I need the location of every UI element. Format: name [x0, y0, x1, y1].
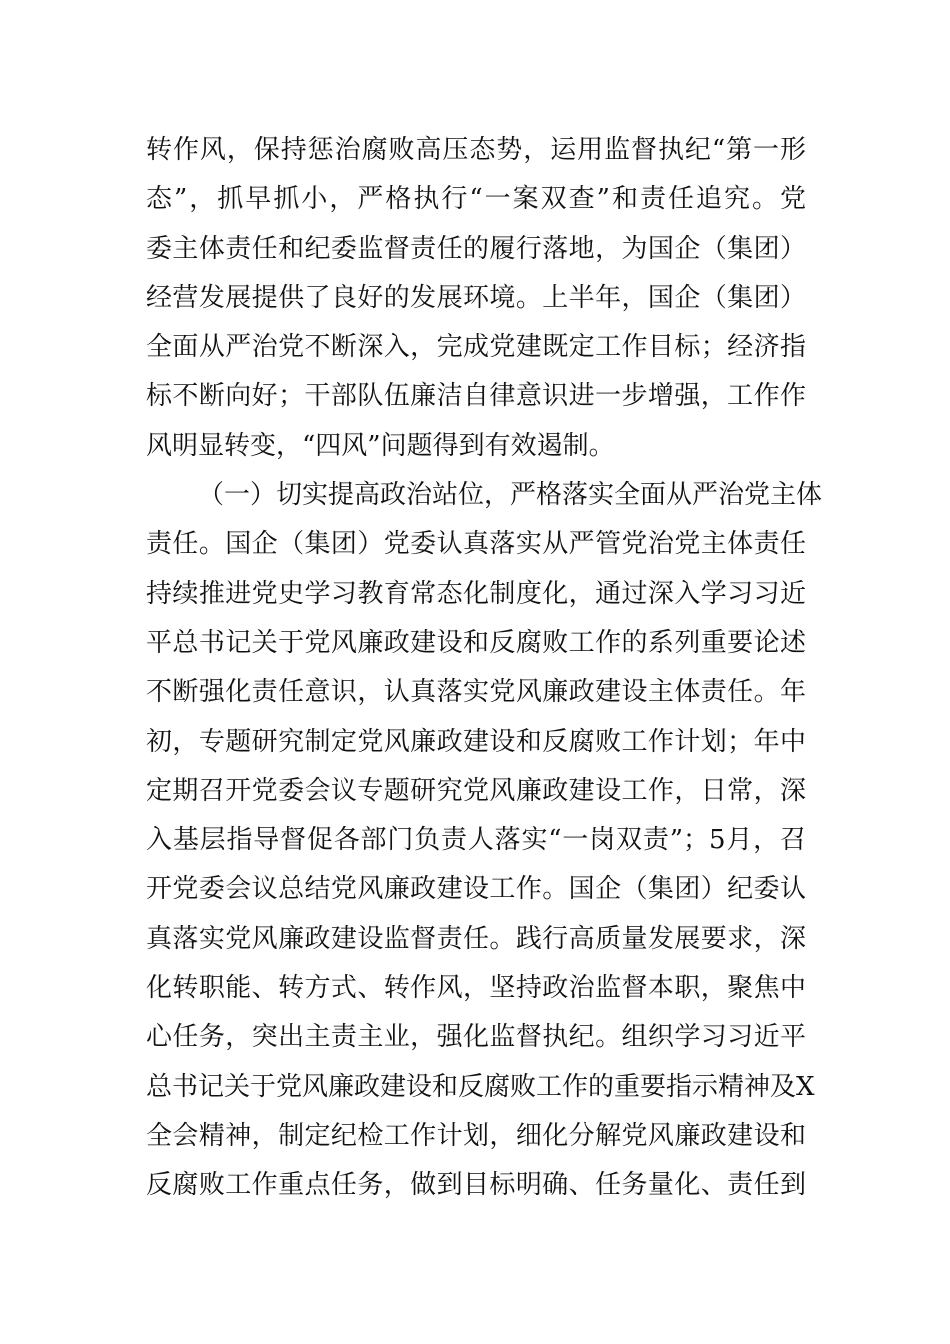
text-line: 委主体责任和纪委监督责任的履行落地，为国企（集团）: [146, 233, 806, 264]
text-line: 转作风，保持惩治腐败高压态势，运用监督执纪“第一形: [146, 135, 806, 165]
text-line: （一）切实提高政治站位，严格落实全面从严治党主体: [198, 480, 823, 511]
text-line: 态”，抓早抓小，严格执行“一案双查”和责任追究。党: [146, 184, 806, 215]
text-line: 初，专题研究制定党风廉政建设和反腐败工作计划；年中: [146, 726, 806, 757]
text-line: 心任务，突出主责主业，强化监督执纪。组织学习习近平: [146, 1022, 806, 1053]
body-text: [146, 126, 823, 1211]
text-line: 总书记关于党风廉政建设和反腐败工作的重要指示精神及X: [146, 1071, 815, 1102]
text-line: 责任。国企（集团）党委认真落实从严管党治党主体责任: [146, 529, 806, 560]
text-line: 经营发展提供了良好的发展环境。上半年，国企（集团）: [146, 282, 806, 313]
text-line: 平总书记关于党风廉政建设和反腐败工作的系列重要论述: [146, 627, 806, 658]
text-line: 化转职能、转方式、转作风，坚持政治监督本职，聚焦中: [146, 973, 806, 1004]
text-line: 全面从严治党不断深入，完成党建既定工作目标；经济指: [146, 332, 806, 363]
text-line: 定期召开党委会议专题研究党风廉政建设工作，日常，深: [146, 775, 806, 806]
text-line: 不断强化责任意识，认真落实党风廉政建设主体责任。年: [146, 677, 806, 708]
text-line: 风明显转变，“四风”问题得到有效遏制。: [146, 430, 615, 461]
text-line: 开党委会议总结党风廉政建设工作。国企（集团）纪委认: [146, 874, 806, 905]
text-line: 反腐败工作重点任务，做到目标明确、任务量化、责任到: [146, 1170, 806, 1201]
text-line: 入基层指导督促各部门负责人落实“一岗双责”；5月，召: [146, 825, 806, 856]
text-line: 全会精神，制定纪检工作计划，细化分解党风廉政建设和: [146, 1120, 806, 1151]
text-line: 持续推进党史学习教育常态化制度化，通过深入学习习近: [146, 578, 806, 609]
text-line: 真落实党风廉政建设监督责任。践行高质量发展要求，深: [146, 923, 806, 954]
text-line: 标不断向好；干部队伍廉洁自律意识进一步增强，工作作: [146, 381, 806, 412]
